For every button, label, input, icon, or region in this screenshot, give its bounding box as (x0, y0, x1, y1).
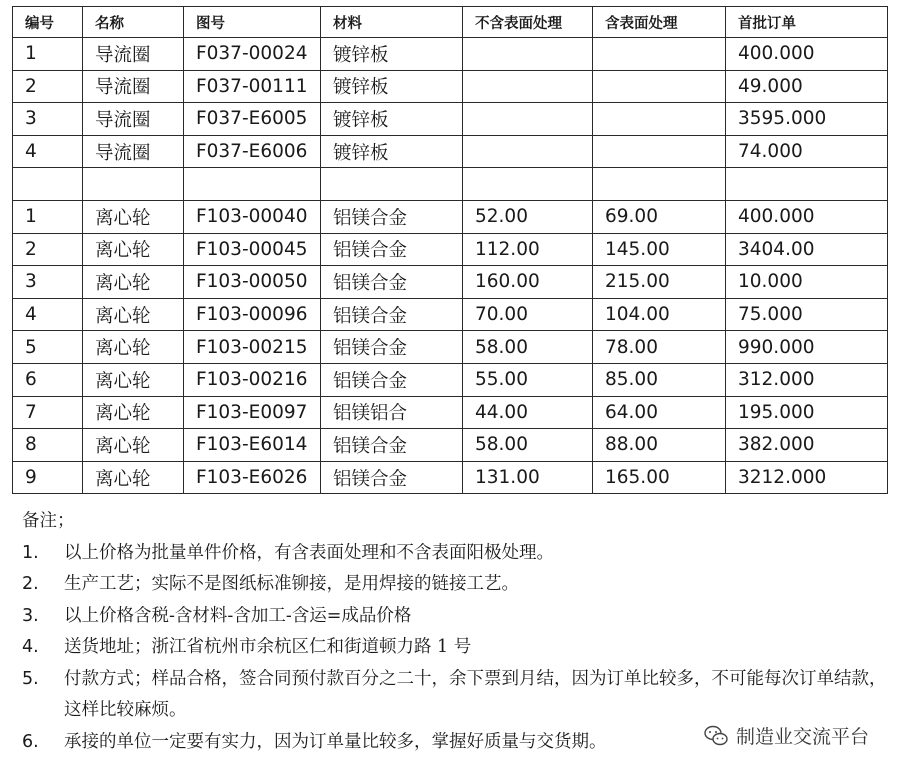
table-row (13, 363, 888, 396)
cell-first-order: 195.000 (726, 396, 888, 429)
note-number: 2. (22, 574, 39, 594)
cell-first-order: 74.000 (726, 135, 888, 168)
cell-price-no-surface (463, 38, 593, 71)
empty-cell (463, 168, 593, 201)
note-item (22, 601, 892, 633)
cell-name: 离心轮 (83, 461, 184, 494)
header-price-no-surface: 不含表面处理 (463, 7, 593, 38)
cell-name: 离心轮 (83, 233, 184, 266)
cell-price-with-surface (593, 38, 726, 71)
cell-material: 镀锌板 (321, 103, 463, 136)
cell-id: 9 (13, 461, 83, 494)
cell-material: 铝镁合金 (321, 298, 463, 331)
cell-name: 离心轮 (83, 298, 184, 331)
cell-id: 2 (13, 70, 83, 103)
cell-material: 铝镁合金 (321, 363, 463, 396)
table-row (13, 70, 888, 103)
cell-price-with-surface (593, 70, 726, 103)
cell-first-order: 3595.000 (726, 103, 888, 136)
cell-drawing-no: F103-E6014 (184, 429, 321, 462)
cell-price-with-surface: 78.00 (593, 331, 726, 364)
cell-drawing-no: F103-00096 (184, 298, 321, 331)
header-first-order: 首批订单 (726, 7, 888, 38)
header-drawing-no: 图号 (184, 7, 321, 38)
note-item (22, 538, 892, 570)
cell-drawing-no: F103-00045 (184, 233, 321, 266)
cell-name: 离心轮 (83, 363, 184, 396)
cell-first-order: 990.000 (726, 331, 888, 364)
cell-price-with-surface: 64.00 (593, 396, 726, 429)
cell-id: 1 (13, 200, 83, 233)
note-number: 1. (22, 542, 39, 563)
cell-drawing-no: F103-00050 (184, 266, 321, 299)
note-number: 4. (22, 637, 39, 657)
notes-title: 备注； (22, 511, 75, 531)
note-text: 以上价格含税-含材料-含加工-含运=成品价格 (64, 605, 412, 626)
note-text: 以上价格为批量单件价格，有含表面处理和不含表面阳极处理。 (64, 542, 554, 563)
cell-material: 铝镁合金 (321, 200, 463, 233)
cell-material: 镀锌板 (321, 70, 463, 103)
cell-first-order: 382.000 (726, 429, 888, 462)
note-number: 6. (22, 731, 39, 752)
cell-name: 离心轮 (83, 396, 184, 429)
table-row (13, 233, 888, 266)
wechat-icon (704, 725, 728, 747)
note-item (22, 664, 892, 727)
cell-id: 5 (13, 331, 83, 364)
cell-price-with-surface: 69.00 (593, 200, 726, 233)
cell-price-with-surface: 145.00 (593, 233, 726, 266)
cell-id: 4 (13, 298, 83, 331)
cell-material: 铝镁合金 (321, 429, 463, 462)
table-row (13, 38, 888, 71)
table-row (13, 331, 888, 364)
cell-drawing-no: F103-00040 (184, 200, 321, 233)
cell-price-no-surface: 58.00 (463, 429, 593, 462)
cell-price-with-surface: 85.00 (593, 363, 726, 396)
cell-price-no-surface: 55.00 (463, 363, 593, 396)
table-row (13, 461, 888, 494)
table-row (13, 429, 888, 462)
cell-price-no-surface: 44.00 (463, 396, 593, 429)
cell-drawing-no: F037-E6005 (184, 103, 321, 136)
header-material: 材料 (321, 7, 463, 38)
cell-first-order: 400.000 (726, 200, 888, 233)
cell-material: 铝镁合金 (321, 331, 463, 364)
cell-id: 6 (13, 363, 83, 396)
cell-price-with-surface: 88.00 (593, 429, 726, 462)
cell-first-order: 75.000 (726, 298, 888, 331)
cell-material: 铝镁合金 (321, 266, 463, 299)
cell-first-order: 3212.000 (726, 461, 888, 494)
cell-name: 离心轮 (83, 331, 184, 364)
empty-cell (593, 168, 726, 201)
notes-section (22, 506, 892, 758)
note-text: 生产工艺；实际不是图纸标准铆接，是用焊接的链接工艺。 (64, 574, 519, 594)
cell-material: 铝镁合金 (321, 233, 463, 266)
note-text: 承接的单位一定要有实力，因为订单量比较多，掌握好质量与交货期。 (64, 731, 607, 752)
cell-price-no-surface: 160.00 (463, 266, 593, 299)
table-row (13, 200, 888, 233)
cell-price-with-surface: 104.00 (593, 298, 726, 331)
note-number: 3. (22, 605, 39, 626)
cell-id: 7 (13, 396, 83, 429)
cell-drawing-no: F037-00024 (184, 38, 321, 71)
cell-name: 离心轮 (83, 266, 184, 299)
cell-price-with-surface: 215.00 (593, 266, 726, 299)
cell-price-no-surface: 112.00 (463, 233, 593, 266)
cell-name: 导流圈 (83, 103, 184, 136)
cell-drawing-no: F037-00111 (184, 70, 321, 103)
header-price-with-surface: 含表面处理 (593, 7, 726, 38)
cell-name: 离心轮 (83, 200, 184, 233)
table-body (13, 38, 888, 494)
cell-price-with-surface: 165.00 (593, 461, 726, 494)
cell-id: 8 (13, 429, 83, 462)
cell-material: 铝镁铝合 (321, 396, 463, 429)
cell-id: 3 (13, 103, 83, 136)
watermark-text: 制造业交流平台 (736, 726, 870, 748)
header-row (13, 7, 888, 38)
cell-drawing-no: F037-E6006 (184, 135, 321, 168)
watermark (704, 722, 869, 749)
order-table (12, 6, 888, 494)
table-row (13, 103, 888, 136)
table-row (13, 396, 888, 429)
note-text: 付款方式；样品合格，签合同预付款百分之二十，余下票到月结，因为订单比较多，不可能每次订单结款，这样比较麻烦。 (64, 668, 887, 720)
cell-id: 2 (13, 233, 83, 266)
cell-id: 1 (13, 38, 83, 71)
empty-cell (726, 168, 888, 201)
cell-first-order: 10.000 (726, 266, 888, 299)
cell-first-order: 400.000 (726, 38, 888, 71)
cell-material: 镀锌板 (321, 38, 463, 71)
cell-price-with-surface (593, 103, 726, 136)
cell-price-no-surface (463, 135, 593, 168)
cell-id: 3 (13, 266, 83, 299)
note-number: 5. (22, 668, 39, 689)
table-row (13, 135, 888, 168)
cell-price-no-surface (463, 70, 593, 103)
cell-drawing-no: F103-E6026 (184, 461, 321, 494)
empty-cell (184, 168, 321, 201)
cell-name: 导流圈 (83, 38, 184, 71)
header-id: 编号 (13, 7, 83, 38)
cell-drawing-no: F103-00216 (184, 363, 321, 396)
empty-cell (321, 168, 463, 201)
cell-price-no-surface (463, 103, 593, 136)
cell-price-no-surface: 58.00 (463, 331, 593, 364)
separator-row (13, 168, 888, 201)
cell-price-no-surface: 131.00 (463, 461, 593, 494)
note-text: 送货地址；浙江省杭州市余杭区仁和街道顿力路 1 号 (64, 637, 472, 657)
cell-first-order: 3404.00 (726, 233, 888, 266)
header-name: 名称 (83, 7, 184, 38)
cell-name: 导流圈 (83, 135, 184, 168)
cell-id: 4 (13, 135, 83, 168)
table-row (13, 298, 888, 331)
cell-price-no-surface: 52.00 (463, 200, 593, 233)
cell-price-no-surface: 70.00 (463, 298, 593, 331)
cell-name: 导流圈 (83, 70, 184, 103)
cell-drawing-no: F103-00215 (184, 331, 321, 364)
cell-name: 离心轮 (83, 429, 184, 462)
cell-material: 铝镁合金 (321, 461, 463, 494)
empty-cell (83, 168, 184, 201)
cell-price-with-surface (593, 135, 726, 168)
cell-material: 镀锌板 (321, 135, 463, 168)
table-row (13, 266, 888, 299)
note-item (22, 569, 892, 601)
empty-cell (13, 168, 83, 201)
cell-first-order: 49.000 (726, 70, 888, 103)
cell-drawing-no: F103-E0097 (184, 396, 321, 429)
note-item (22, 632, 892, 664)
cell-first-order: 312.000 (726, 363, 888, 396)
